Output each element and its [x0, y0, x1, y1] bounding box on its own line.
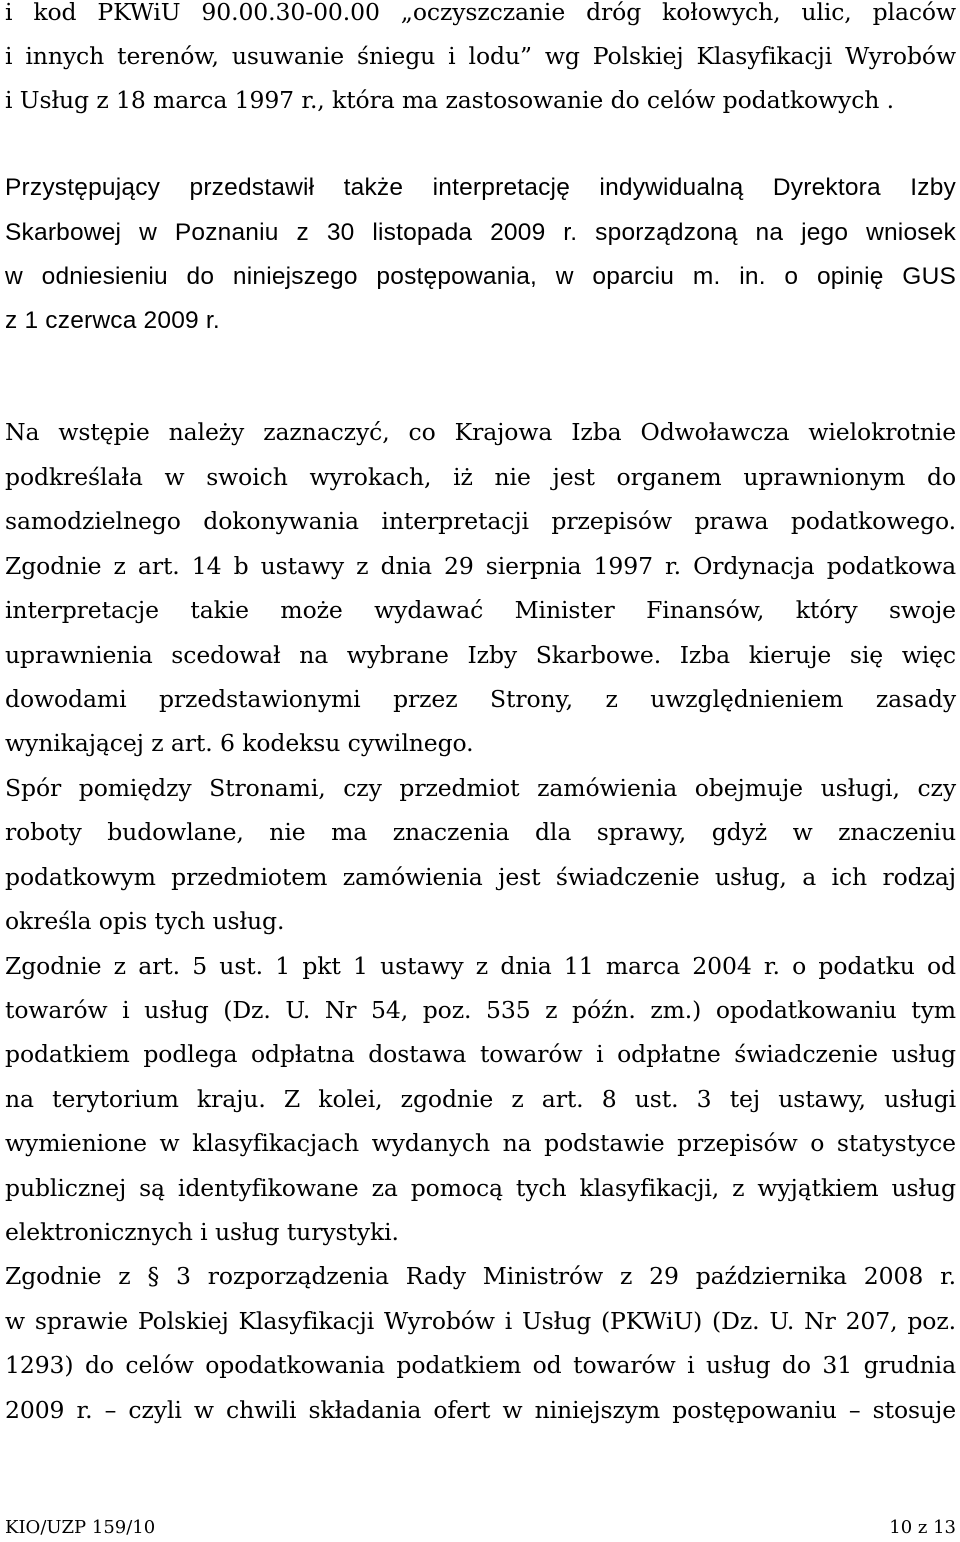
text-line: dowodami przedstawionymi przez Strony, z uwzględnieniem zasady	[5, 685, 956, 713]
text-line: Zgodnie z § 3 rozporządzenia Rady Ministrów z 29 października 2008 r.	[5, 1262, 956, 1290]
text-line: interpretacje takie może wydawać Minister Finansów, który swoje	[5, 596, 956, 624]
page-number: 10 z 13	[889, 1517, 956, 1538]
text-line: podkreślała w swoich wyrokach, iż nie jest organem uprawnionym do	[5, 463, 956, 491]
text-line: uprawnienia scedował na wybrane Izby Skarbowe. Izba kieruje się więc	[5, 641, 956, 669]
text-line: określa opis tych usług.	[5, 907, 285, 935]
case-reference: KIO/UZP 159/10	[5, 1517, 156, 1538]
text-line: samodzielnego dokonywania interpretacji przepisów prawa podatkowego.	[5, 507, 956, 535]
text-line: Na wstępie należy zaznaczyć, co Krajowa Izba Odwoławcza wielokrotnie	[5, 418, 956, 446]
text-line: i innych terenów, usuwanie śniegu i lodu” wg Polskiej Klasyfikacji Wyrobów	[5, 42, 956, 70]
text-line: wynikającej z art. 6 kodeksu cywilnego.	[5, 729, 474, 757]
text-line: w odniesieniu do niniejszego postępowania, w oparciu m. in. o opinię GUS	[5, 263, 956, 290]
text-line: towarów i usług (Dz. U. Nr 54, poz. 535 z późn. zm.) opodatkowaniu tym	[5, 996, 956, 1024]
text-line: Zgodnie z art. 14 b ustawy z dnia 29 sierpnia 1997 r. Ordynacja podatkowa	[5, 552, 956, 580]
text-line: i Usług z 18 marca 1997 r., która ma zastosowanie do celów podatkowych .	[5, 86, 895, 114]
text-line: na terytorium kraju. Z kolei, zgodnie z art. 8 ust. 3 tej ustawy, usługi	[5, 1085, 956, 1113]
text-line: roboty budowlane, nie ma znaczenia dla sprawy, gdyż w znaczeniu	[5, 818, 956, 846]
text-line: Przystępujący przedstawił także interpretację indywidualną Dyrektora Izby	[5, 174, 956, 201]
text-line: Spór pomiędzy Stronami, czy przedmiot zamówienia obejmuje usługi, czy	[5, 774, 956, 802]
text-line: podatkowym przedmiotem zamówienia jest świadczenie usług, a ich rodzaj	[5, 863, 956, 891]
text-line: 1293) do celów opodatkowania podatkiem od towarów i usług do 31 grudnia	[5, 1351, 956, 1379]
text-line: elektronicznych i usług turystyki.	[5, 1218, 399, 1246]
text-line: wymienione w klasyfikacjach wydanych na podstawie przepisów o statystyce	[5, 1129, 956, 1157]
text-line: z 1 czerwca 2009 r.	[5, 307, 220, 334]
page-footer	[5, 1514, 956, 1542]
text-line: podatkiem podlega odpłatna dostawa towarów i odpłatne świadczenie usług	[5, 1040, 956, 1068]
text-line: Zgodnie z art. 5 ust. 1 pkt 1 ustawy z dnia 11 marca 2004 r. o podatku od	[5, 952, 956, 980]
text-line: i kod PKWiU 90.00.30-00.00 „oczyszczanie dróg kołowych, ulic, placów	[5, 0, 956, 26]
text-line: 2009 r. – czyli w chwili składania ofert w niniejszym postępowaniu – stosuje	[5, 1396, 956, 1424]
text-line: Skarbowej w Poznaniu z 30 listopada 2009 r. sporządzoną na jego wniosek	[5, 219, 956, 246]
text-line: publicznej są identyfikowane za pomocą tych klasyfikacji, z wyjątkiem usług	[5, 1174, 956, 1202]
text-line: w sprawie Polskiej Klasyfikacji Wyrobów i Usług (PKWiU) (Dz. U. Nr 207, poz.	[5, 1307, 956, 1335]
